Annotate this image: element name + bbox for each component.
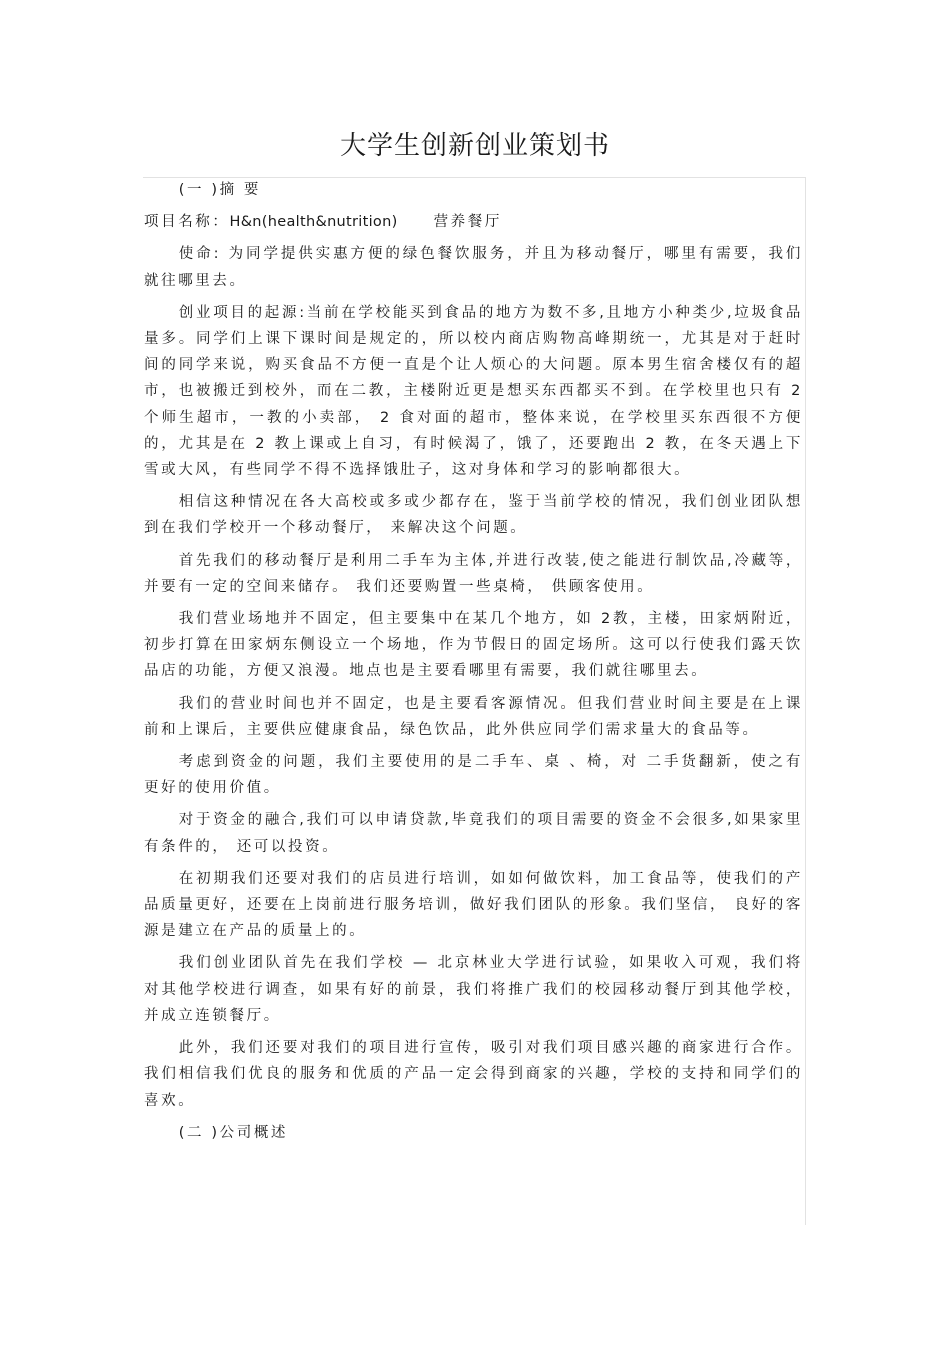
paragraph-financing: 对于资金的融合,我们可以申请贷款,毕竟我们的项目需要的资金不会很多,如果家里有条件的， 还可以投资。 — [144, 812, 803, 855]
paragraph-location: 我们营业场地并不固定，但主要集中在某几个地方，如 2教，主楼，田家炳附近，初步打算在田家炳东侧设立一个场地，作为节假日的固定场所。这可以行使我们露天饮品店的功能，方便又浪漫。地点也是主要看哪里有需要，我们就往哪里去。 — [144, 611, 803, 680]
project-name-cn: 营养餐厅 — [433, 214, 502, 231]
paragraph-funding: 考虑到资金的问题，我们主要使用的是二手车、桌 、椅，对 二手货翻新，使之有更好的使用价值。 — [144, 754, 803, 797]
document-body — [144, 177, 803, 1152]
paragraph-origin: 创业项目的起源:当前在学校能买到食品的地方为数不多,且地方小种类少,垃圾食品量多。同学们上课下课时间是规定的，所以校内商店购物高峰期统一，尤其是对于赶时间的同学来说，购买食品不方便一直是个让人烦心的大问题。原本男生宿舍楼仅有的超市，也被搬迁到校外，而在二教，主楼附近更是想买东西都买不到。在学校里也只有 2 个师生超市，一教的小卖部， 2 食对面的超市，整体来说，在学校里买东西很不方便的，尤其是在 2 教上课或上自习，有时候渴了，饿了，还要跑出 2 教，在冬天遇上下雪或大风，有些同学不得不选择饿肚子，这对身体和学习的影响都很大。 — [144, 304, 803, 479]
paragraph-situation: 相信这种情况在各大高校或多或少都存在，鉴于当前学校的情况，我们创业团队想到在我们学校开一个移动餐厅， 来解决这个问题。 — [144, 494, 803, 537]
paragraph-expansion: 我们创业团队首先在我们学校 — 北京林业大学进行试验，如果收入可观，我们将对其他学校进行调查，如果有好的前景，我们将推广我们的校园移动餐厅到其他学校， 并成立连锁餐厅。 — [144, 955, 803, 1024]
section-heading-abstract: (一 )摘 要 — [178, 182, 262, 198]
project-name-en: H&n(health&nutrition) — [229, 214, 398, 231]
paragraph-hours: 我们的营业时间也并不固定，也是主要看客源情况。但我们营业时间主要是在上课前和上课后，主要供应健康食品，绿色饮品，此外供应同学们需求量大的食品等。 — [144, 695, 803, 738]
paragraph-vehicle: 首先我们的移动餐厅是利用二手车为主体,并进行改装,使之能进行制饮品,冷藏等， 并要有一定的空间来储存。 我们还要购置一些桌椅， 供顾客使用。 — [144, 552, 803, 595]
project-name-line — [144, 209, 803, 235]
paragraph-promotion: 此外，我们还要对我们的项目进行宣传，吸引对我们项目感兴趣的商家进行合作。我们相信我们优良的服务和优质的产品一定会得到商家的兴趣，学校的支持和同学们的喜欢。 — [144, 1040, 803, 1109]
project-name-label: 项目名称： — [144, 214, 230, 231]
paragraph-mission: 使命: 为同学提供实惠方便的绿色餐饮服务，并且为移动餐厅，哪里有需要，我们就往哪里去。 — [144, 246, 803, 289]
section-heading-company: (二 )公司概述 — [178, 1124, 289, 1141]
document-title: 大学生创新创业策划书 — [339, 131, 610, 161]
paragraph-training: 在初期我们还要对我们的店员进行培训，如如何做饮料，加工食品等，使我们的产品质量更好，还要在上岗前进行服务培训，做好我们团队的形象。我们坚信， 良好的客源是建立在产品的质量上的。 — [144, 870, 803, 940]
